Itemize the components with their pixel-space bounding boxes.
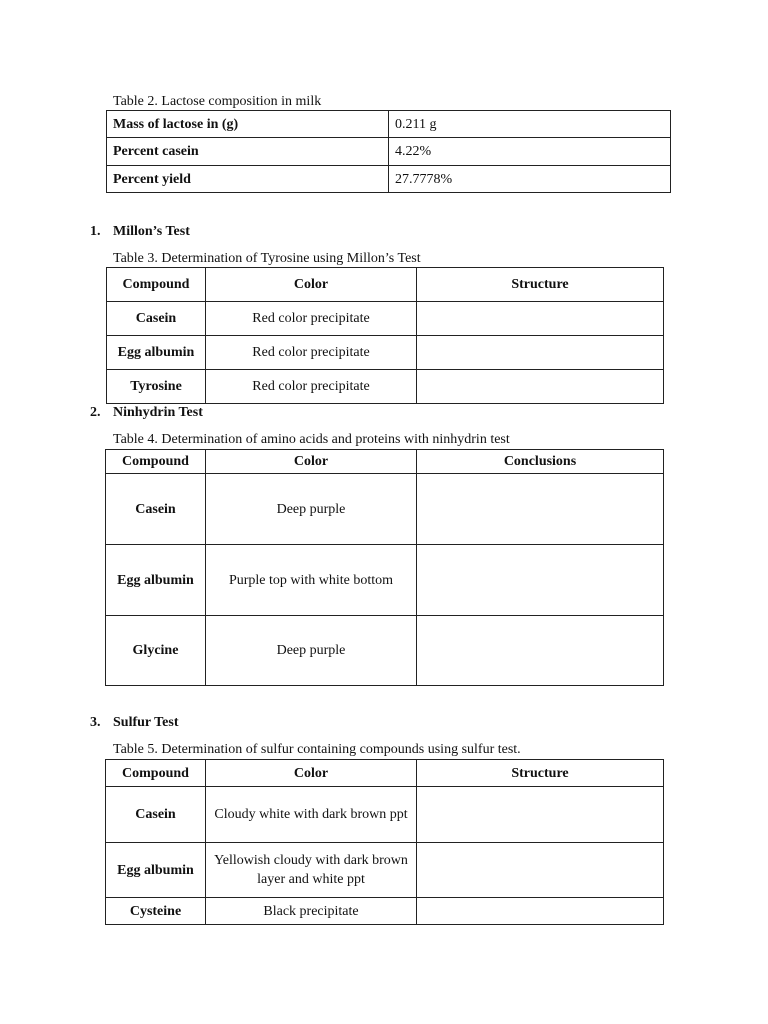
color-cell: Deep purple: [206, 616, 417, 686]
compound-cell: Tyrosine: [107, 370, 206, 404]
table2-caption: Table 2. Lactose composition in milk: [113, 94, 322, 109]
structure-cell: [417, 370, 664, 404]
column-header-compound: Compound: [106, 450, 206, 474]
table-row: [106, 474, 664, 545]
section-title: Sulfur Test: [113, 715, 179, 730]
section3-heading: [90, 715, 179, 731]
compound-cell: Glycine: [106, 616, 206, 686]
column-header-color: Color: [206, 268, 417, 302]
table-row: [107, 166, 671, 193]
table-row: [107, 336, 664, 370]
color-cell: Red color precipitate: [206, 336, 417, 370]
row-label: Percent yield: [107, 166, 389, 193]
color-cell: Red color precipitate: [206, 370, 417, 404]
column-header-compound: Compound: [107, 268, 206, 302]
color-cell: Purple top with white bottom: [206, 545, 417, 616]
row-value: 4.22%: [389, 138, 671, 166]
table-row: [107, 138, 671, 166]
section1-heading: [90, 224, 190, 240]
color-cell: Deep purple: [206, 474, 417, 545]
section2-heading: [90, 405, 203, 421]
color-cell: Black precipitate: [206, 898, 417, 925]
section-title: Millon’s Test: [113, 224, 190, 239]
color-cell: Cloudy white with dark brown ppt: [206, 787, 417, 843]
structure-cell: [417, 843, 664, 898]
color-cell: Yellowish cloudy with dark brown layer and white ppt: [206, 843, 417, 898]
compound-cell: Casein: [106, 474, 206, 545]
row-value: 0.211 g: [389, 111, 671, 138]
row-value: 27.7778%: [389, 166, 671, 193]
table2-lactose-composition: [106, 110, 671, 193]
table-row: [107, 302, 664, 336]
structure-cell: [417, 787, 664, 843]
table-row: [107, 370, 664, 404]
table3-caption: Table 3. Determination of Tyrosine using Millon’s Test: [113, 251, 421, 266]
table-row: [106, 898, 664, 925]
compound-cell: Egg albumin: [106, 545, 206, 616]
conclusions-cell: [417, 474, 664, 545]
section-number: 1.: [90, 224, 101, 239]
column-header-color: Color: [206, 760, 417, 787]
table5-caption: Table 5. Determination of sulfur containing compounds using sulfur test.: [113, 742, 521, 757]
color-cell: Red color precipitate: [206, 302, 417, 336]
section-number: 2.: [90, 405, 101, 420]
structure-cell: [417, 302, 664, 336]
table3-millons-test: [106, 267, 664, 404]
row-label: Percent casein: [107, 138, 389, 166]
compound-cell: Casein: [107, 302, 206, 336]
table-header-row: [106, 760, 664, 787]
compound-cell: Casein: [106, 787, 206, 843]
conclusions-cell: [417, 616, 664, 686]
table-row: [106, 843, 664, 898]
column-header-conclusions: Conclusions: [417, 450, 664, 474]
table-row: [106, 787, 664, 843]
compound-cell: Cysteine: [106, 898, 206, 925]
column-header-color: Color: [206, 450, 417, 474]
row-label: Mass of lactose in (g): [107, 111, 389, 138]
section-title: Ninhydrin Test: [113, 405, 203, 420]
section-number: 3.: [90, 715, 101, 730]
conclusions-cell: [417, 545, 664, 616]
column-header-structure: Structure: [417, 268, 664, 302]
table-row: [106, 545, 664, 616]
table4-ninhydrin-test: [105, 449, 664, 686]
table-row: [106, 616, 664, 686]
compound-cell: Egg albumin: [107, 336, 206, 370]
column-header-compound: Compound: [106, 760, 206, 787]
structure-cell: [417, 336, 664, 370]
table5-sulfur-test: [105, 759, 664, 925]
table-row: [107, 111, 671, 138]
table-header-row: [107, 268, 664, 302]
structure-cell: [417, 898, 664, 925]
table4-caption: Table 4. Determination of amino acids and proteins with ninhydrin test: [113, 432, 510, 447]
column-header-structure: Structure: [417, 760, 664, 787]
compound-cell: Egg albumin: [106, 843, 206, 898]
table-header-row: [106, 450, 664, 474]
